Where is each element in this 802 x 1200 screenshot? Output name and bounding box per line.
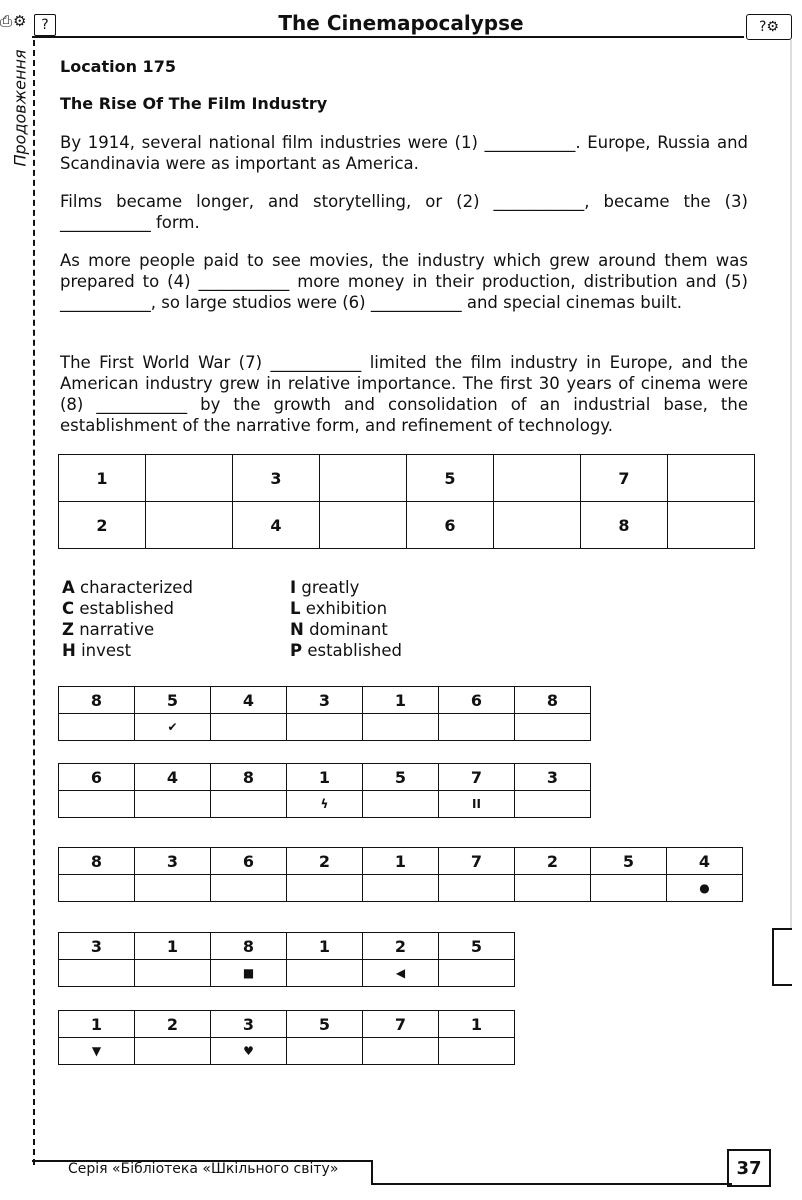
answer-cell[interactable] bbox=[320, 502, 407, 549]
code-number: 5 bbox=[135, 687, 211, 714]
option-letter: A bbox=[62, 578, 75, 597]
code-number-row bbox=[59, 1011, 515, 1038]
grid-number: 8 bbox=[581, 502, 668, 549]
code-number: 1 bbox=[439, 1011, 515, 1038]
code-number: 4 bbox=[211, 687, 287, 714]
option-item bbox=[62, 619, 193, 640]
page-title: The Cinemapocalypse bbox=[278, 11, 524, 35]
grid-number: 4 bbox=[233, 502, 320, 549]
answer-cell[interactable] bbox=[668, 455, 755, 502]
grid-number: 1 bbox=[59, 455, 146, 502]
option-word: characterized bbox=[80, 578, 193, 597]
code-cell[interactable] bbox=[59, 791, 135, 818]
answer-cell[interactable] bbox=[494, 502, 581, 549]
code-symbol-row bbox=[59, 875, 743, 902]
code-table-1 bbox=[58, 686, 591, 741]
code-number: 2 bbox=[515, 848, 591, 875]
code-number: 8 bbox=[211, 764, 287, 791]
code-number: 7 bbox=[363, 1011, 439, 1038]
answer-cell[interactable] bbox=[146, 455, 233, 502]
option-letter: N bbox=[290, 620, 304, 639]
option-letter: I bbox=[290, 578, 297, 597]
lightning-icon[interactable]: ϟ bbox=[287, 791, 363, 818]
code-number: 3 bbox=[59, 933, 135, 960]
code-cell[interactable] bbox=[211, 875, 287, 902]
option-item bbox=[62, 577, 193, 598]
code-number: 5 bbox=[287, 1011, 363, 1038]
code-number: 3 bbox=[287, 687, 363, 714]
code-number: 1 bbox=[135, 933, 211, 960]
option-letter: P bbox=[290, 641, 303, 660]
cut-line bbox=[33, 40, 35, 1165]
option-letter: C bbox=[62, 599, 75, 618]
code-number: 2 bbox=[363, 933, 439, 960]
option-item bbox=[62, 640, 193, 661]
code-number: 4 bbox=[667, 848, 743, 875]
code-table-5 bbox=[58, 1010, 515, 1065]
code-number: 3 bbox=[211, 1011, 287, 1038]
code-cell[interactable] bbox=[287, 875, 363, 902]
option-word: invest bbox=[81, 641, 132, 660]
answer-cell[interactable] bbox=[494, 455, 581, 502]
section-subtitle: The Rise Of The Film Industry bbox=[60, 94, 328, 113]
code-cell[interactable] bbox=[135, 791, 211, 818]
code-number: 1 bbox=[287, 933, 363, 960]
code-table-3 bbox=[58, 847, 743, 902]
code-cell[interactable] bbox=[287, 714, 363, 741]
code-symbol-row bbox=[59, 714, 591, 741]
code-number: 8 bbox=[59, 848, 135, 875]
code-number: 1 bbox=[287, 764, 363, 791]
code-number: 6 bbox=[439, 687, 515, 714]
triangle-left-icon[interactable]: ◀ bbox=[363, 960, 439, 987]
code-cell[interactable] bbox=[287, 1038, 363, 1065]
footer-rule-lower bbox=[372, 1183, 732, 1185]
page-edge-tab-line bbox=[772, 928, 774, 984]
code-cell[interactable] bbox=[211, 714, 287, 741]
code-number-row bbox=[59, 933, 515, 960]
code-number: 8 bbox=[59, 687, 135, 714]
answer-grid bbox=[58, 454, 755, 549]
paragraph-1: By 1914, several national film industries were (1) ___________. Europe, Russia and Scandinavia were as important as America. bbox=[60, 133, 748, 173]
header-rule bbox=[32, 36, 744, 38]
code-cell[interactable] bbox=[439, 1038, 515, 1065]
grid-number: 2 bbox=[59, 502, 146, 549]
code-number: 3 bbox=[135, 848, 211, 875]
code-number: 7 bbox=[439, 764, 515, 791]
side-label: Продовження bbox=[10, 49, 30, 167]
code-number: 8 bbox=[515, 687, 591, 714]
code-number: 1 bbox=[59, 1011, 135, 1038]
code-cell[interactable] bbox=[363, 791, 439, 818]
code-cell[interactable] bbox=[515, 875, 591, 902]
option-word: greatly bbox=[301, 578, 360, 597]
help-glyph: ? bbox=[41, 17, 49, 33]
grid-number: 6 bbox=[407, 502, 494, 549]
grid-number: 7 bbox=[581, 455, 668, 502]
code-number: 3 bbox=[515, 764, 591, 791]
options-left bbox=[62, 577, 193, 661]
code-cell[interactable] bbox=[591, 875, 667, 902]
grid-number: 5 bbox=[407, 455, 494, 502]
code-cell[interactable] bbox=[287, 960, 363, 987]
code-cell[interactable] bbox=[363, 1038, 439, 1065]
code-cell[interactable] bbox=[135, 960, 211, 987]
header-left-icons: ⎙⚙ bbox=[0, 12, 28, 30]
checkmark-icon[interactable]: ✔ bbox=[135, 714, 211, 741]
option-letter: H bbox=[62, 641, 76, 660]
footer-rule-step bbox=[371, 1160, 373, 1185]
triangle-down-icon[interactable]: ▼ bbox=[59, 1038, 135, 1065]
code-number: 5 bbox=[439, 933, 515, 960]
help-settings-icon: ?⚙ bbox=[746, 14, 792, 40]
answer-cell[interactable] bbox=[320, 455, 407, 502]
option-word: dominant bbox=[309, 620, 388, 639]
code-number: 1 bbox=[363, 848, 439, 875]
code-number: 4 bbox=[135, 764, 211, 791]
code-number: 2 bbox=[287, 848, 363, 875]
code-number: 7 bbox=[439, 848, 515, 875]
code-cell[interactable] bbox=[439, 714, 515, 741]
pause-icon[interactable]: II bbox=[439, 791, 515, 818]
option-letter: L bbox=[290, 599, 301, 618]
code-number: 5 bbox=[591, 848, 667, 875]
code-table-2 bbox=[58, 763, 591, 818]
code-number-row bbox=[59, 687, 591, 714]
code-number-row bbox=[59, 764, 591, 791]
option-item bbox=[290, 640, 402, 661]
code-cell[interactable] bbox=[515, 791, 591, 818]
heart-icon[interactable]: ♥ bbox=[211, 1038, 287, 1065]
code-cell[interactable] bbox=[135, 1038, 211, 1065]
page-edge-tab bbox=[772, 928, 792, 986]
answer-cell[interactable] bbox=[668, 502, 755, 549]
code-symbol-row bbox=[59, 960, 515, 987]
code-symbol-row bbox=[59, 791, 591, 818]
option-item bbox=[290, 577, 402, 598]
answer-row bbox=[59, 455, 755, 502]
option-word: exhibition bbox=[305, 599, 388, 618]
answer-row bbox=[59, 502, 755, 549]
paragraph-2: Films became longer, and storytelling, or (2) ___________, became the (3) ___________ form. bbox=[60, 192, 748, 232]
location-heading: Location 175 bbox=[60, 57, 176, 76]
option-word: established bbox=[79, 599, 175, 618]
series-caption: Серія «Бібліотека «Шкільного світу» bbox=[68, 1161, 339, 1177]
code-table-4 bbox=[58, 932, 515, 987]
grid-number: 3 bbox=[233, 455, 320, 502]
paragraph-3: As more people paid to see movies, the industry which grew around them was prepared to (4) ___________ more money in their production, distribution and (5) ___________, so large studios were (6) ___________ and special cinemas built. bbox=[60, 251, 748, 312]
dot-icon[interactable]: ● bbox=[667, 875, 743, 902]
code-number-row bbox=[59, 848, 743, 875]
options-right bbox=[290, 577, 402, 661]
option-item bbox=[62, 598, 193, 619]
code-cell[interactable] bbox=[439, 875, 515, 902]
square-icon[interactable]: ■ bbox=[211, 960, 287, 987]
code-cell[interactable] bbox=[515, 714, 591, 741]
code-symbol-row bbox=[59, 1038, 515, 1065]
option-item bbox=[290, 619, 402, 640]
code-cell[interactable] bbox=[439, 960, 515, 987]
code-cell[interactable] bbox=[211, 791, 287, 818]
code-number: 8 bbox=[211, 933, 287, 960]
code-cell[interactable] bbox=[363, 714, 439, 741]
code-number: 5 bbox=[363, 764, 439, 791]
option-letter: Z bbox=[62, 620, 74, 639]
answer-cell[interactable] bbox=[146, 502, 233, 549]
page-number: 37 bbox=[727, 1149, 771, 1187]
code-number: 2 bbox=[135, 1011, 211, 1038]
option-word: narrative bbox=[79, 620, 155, 639]
code-cell[interactable] bbox=[363, 875, 439, 902]
option-item bbox=[290, 598, 402, 619]
code-number: 1 bbox=[363, 687, 439, 714]
code-number: 6 bbox=[59, 764, 135, 791]
code-cell[interactable] bbox=[135, 875, 211, 902]
code-number: 6 bbox=[211, 848, 287, 875]
paragraph-4: The First World War (7) ___________ limited the film industry in Europe, and the American industry grew in relative importance. The first 30 years of cinema were (8) ___________ by the growth and consolidation of an industrial base, the establishment of the narrative form, and refinement of technology. bbox=[60, 353, 748, 435]
option-word: established bbox=[307, 641, 402, 660]
code-cell[interactable] bbox=[59, 960, 135, 987]
page-edge bbox=[790, 40, 792, 928]
code-cell[interactable] bbox=[59, 714, 135, 741]
code-cell[interactable] bbox=[59, 875, 135, 902]
